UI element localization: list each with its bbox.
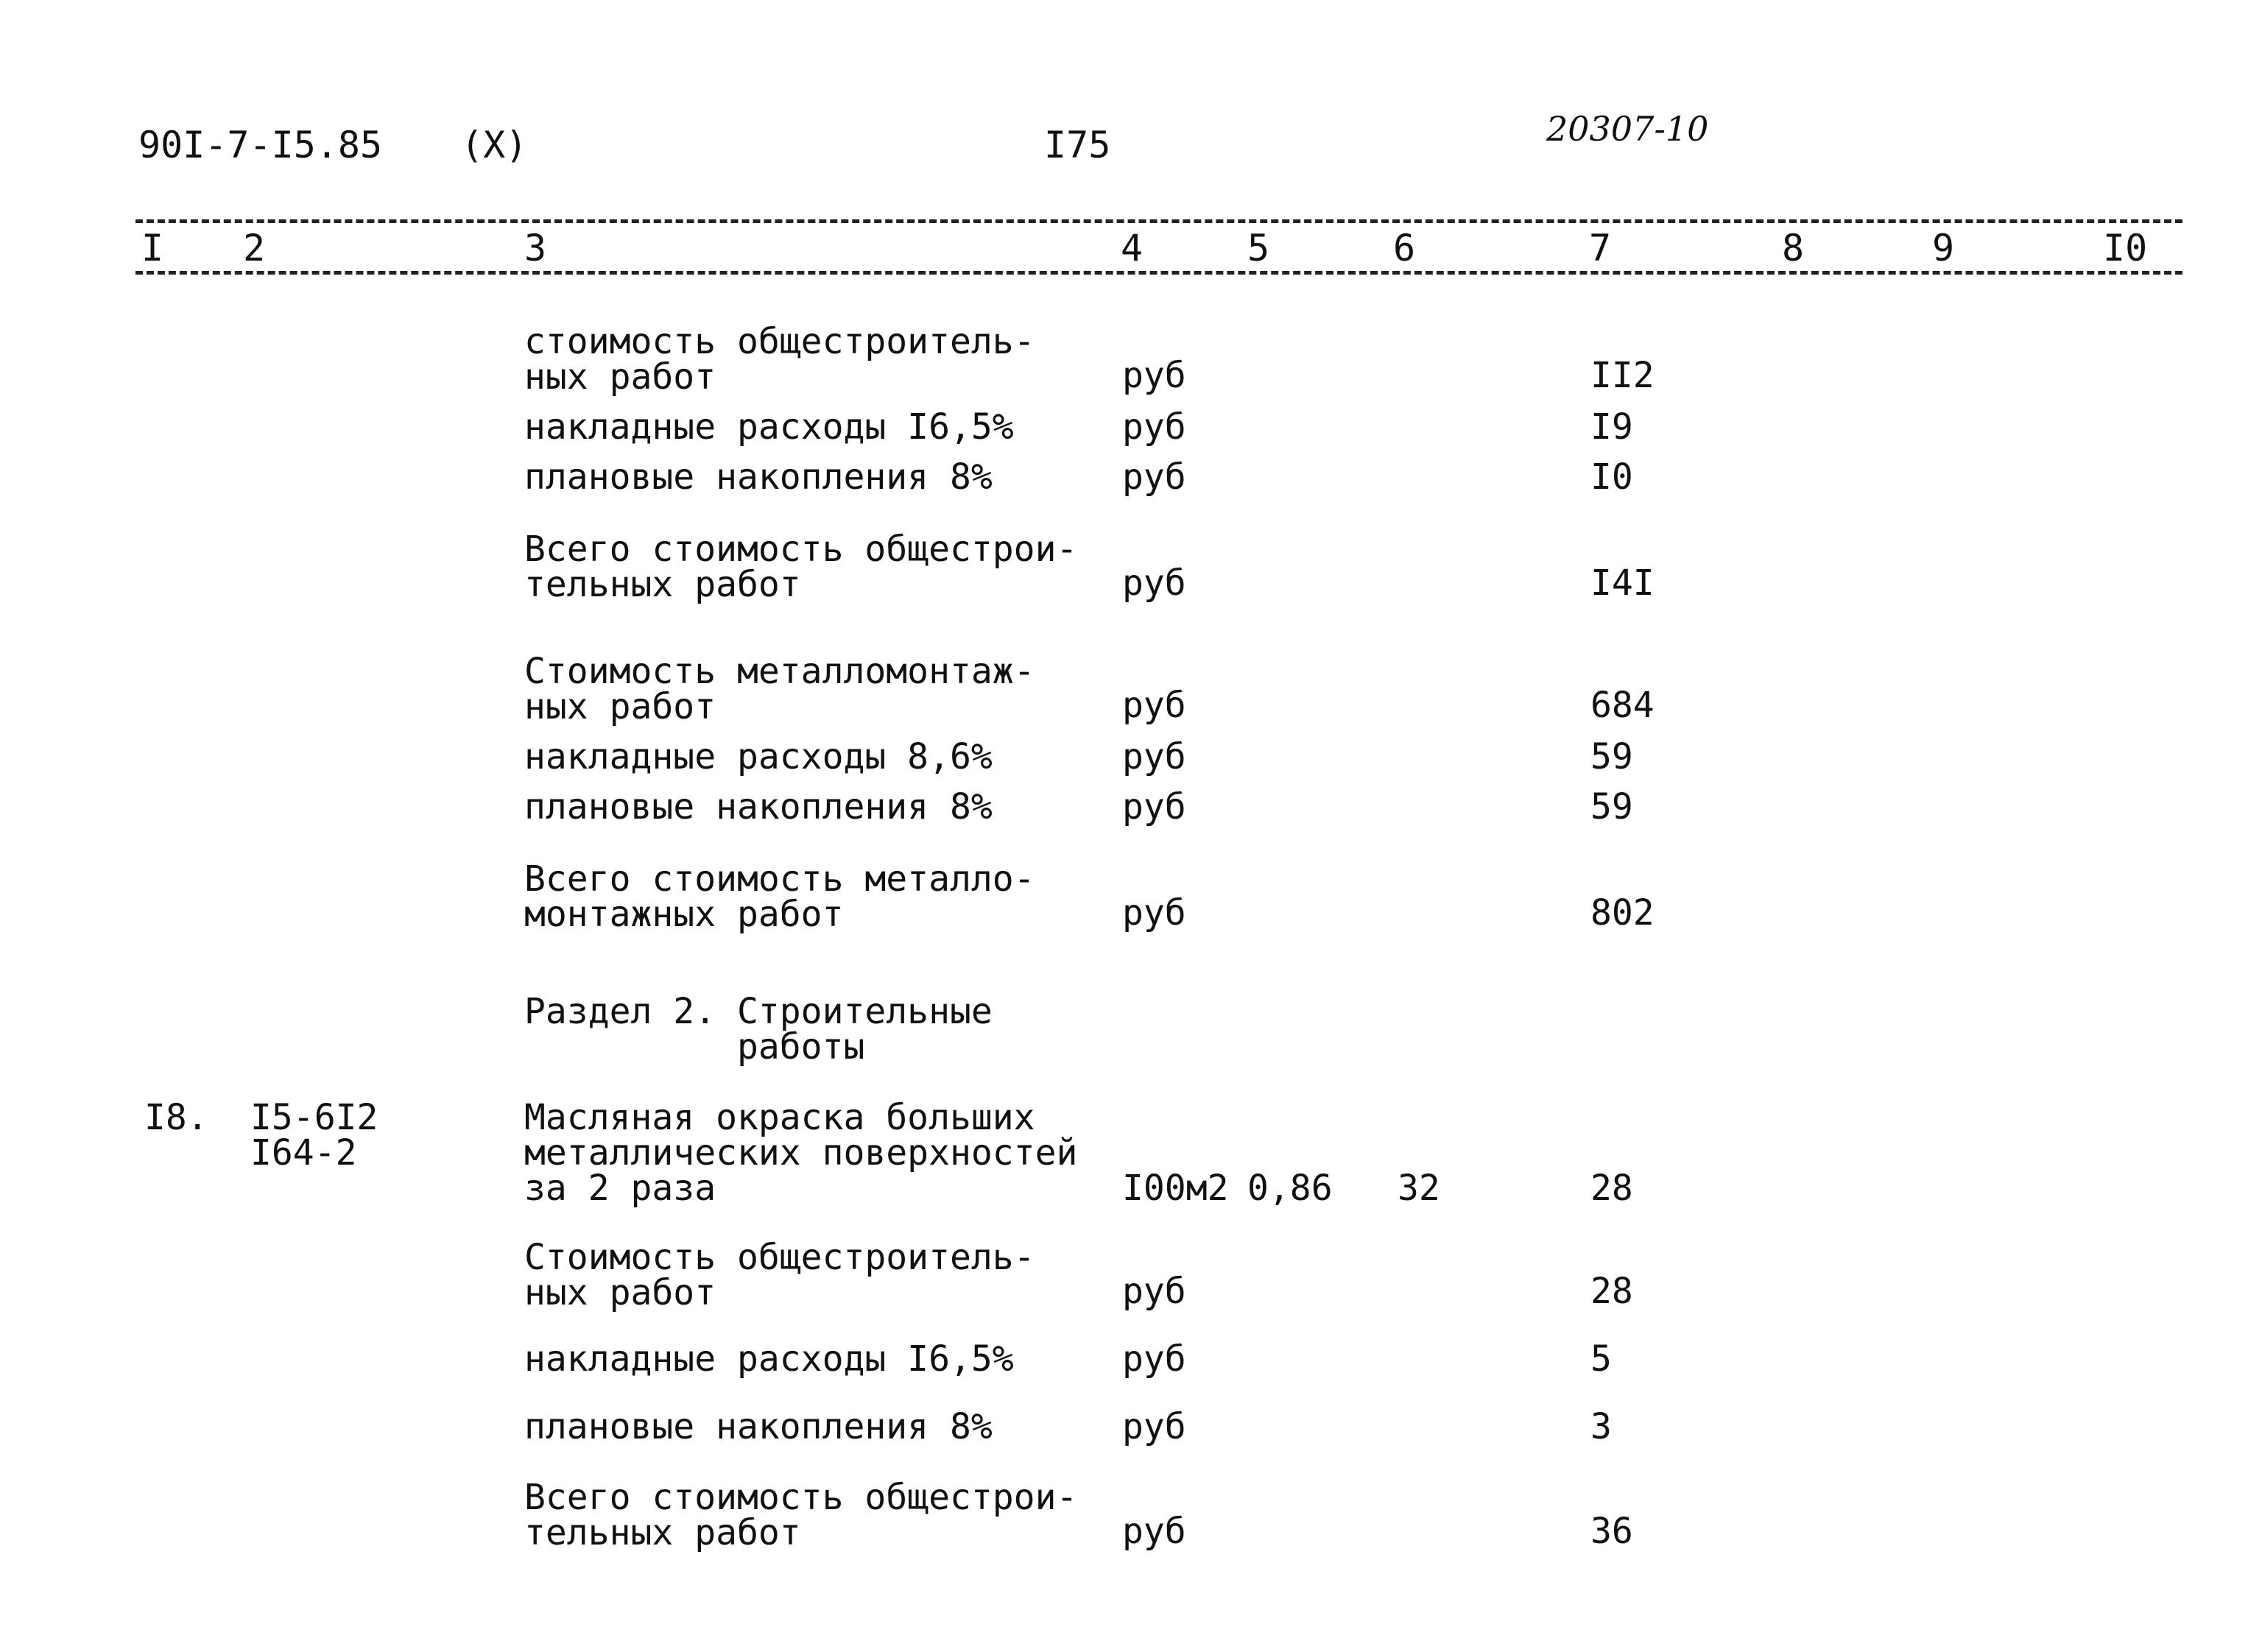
page-number: I75 bbox=[1044, 124, 1111, 166]
row-code: I5-6I2 I64-2 bbox=[250, 1097, 378, 1173]
row-description: накладные расходы I6,5% bbox=[524, 406, 1014, 448]
row-description: Всего стоимость общестрои- тельных работ bbox=[524, 1477, 1078, 1553]
row-unit: руб bbox=[1122, 1511, 1186, 1552]
header-rule-top bbox=[135, 219, 2182, 223]
row-total: II2 bbox=[1590, 355, 1655, 396]
header-rule-bottom bbox=[135, 271, 2182, 275]
row-description: Масляная окраска больших металлических поверхностей за 2 раза bbox=[524, 1097, 1078, 1209]
row-unit: руб bbox=[1122, 456, 1186, 498]
row-total: I9 bbox=[1590, 406, 1633, 448]
column-number-10: I0 bbox=[2103, 227, 2148, 269]
row-quantity: 0,86 bbox=[1247, 1168, 1333, 1209]
row-unit: руб bbox=[1122, 1271, 1186, 1312]
row-total: 28 bbox=[1590, 1271, 1633, 1312]
column-number-1: I bbox=[141, 227, 164, 269]
column-number-3: 3 bbox=[524, 227, 547, 269]
row-unit: руб bbox=[1122, 685, 1186, 726]
row-unit: руб bbox=[1122, 562, 1186, 604]
row-total: 802 bbox=[1590, 892, 1655, 933]
row-total: 36 bbox=[1590, 1511, 1633, 1552]
row-total: I0 bbox=[1590, 456, 1633, 498]
column-number-2: 2 bbox=[243, 227, 266, 269]
column-number-6: 6 bbox=[1393, 227, 1416, 269]
handwritten-number: 20307-10 bbox=[1546, 109, 1709, 149]
column-number-8: 8 bbox=[1782, 227, 1805, 269]
row-description: Стоимость общестроитель- ных работ bbox=[524, 1237, 1035, 1313]
row-unit: руб bbox=[1122, 1338, 1186, 1380]
column-number-9: 9 bbox=[1932, 227, 1955, 269]
row-description: Всего стоимость металло- монтажных работ bbox=[524, 858, 1035, 935]
row-unit: руб bbox=[1122, 355, 1186, 396]
row-total: 5 bbox=[1590, 1338, 1612, 1380]
row-total: I4I bbox=[1590, 562, 1655, 604]
row-unit: руб bbox=[1122, 736, 1186, 777]
row-number: I8. bbox=[144, 1097, 208, 1138]
row-description: стоимость общестроитель- ных работ bbox=[524, 321, 1035, 398]
row-total: 28 bbox=[1590, 1168, 1633, 1209]
row-description: накладные расходы I6,5% bbox=[524, 1338, 1014, 1380]
row-total: 684 bbox=[1590, 685, 1655, 726]
row-description: Стоимость металломонтаж- ных работ bbox=[524, 651, 1035, 727]
row-description: накладные расходы 8,6% bbox=[524, 736, 993, 777]
document-variant: (X) bbox=[461, 124, 528, 166]
row-unit: руб bbox=[1122, 786, 1186, 827]
row-description: плановые накопления 8% bbox=[524, 1406, 993, 1447]
row-unit: I00м2 bbox=[1122, 1168, 1229, 1209]
row-unit: руб bbox=[1122, 406, 1186, 448]
row-description: плановые накопления 8% bbox=[524, 786, 993, 827]
row-unit: руб bbox=[1122, 892, 1186, 933]
column-number-7: 7 bbox=[1589, 227, 1612, 269]
column-number-5: 5 bbox=[1247, 227, 1270, 269]
row-description: Всего стоимость общестрои- тельных работ bbox=[524, 529, 1078, 605]
row-unit-price: 32 bbox=[1398, 1168, 1440, 1209]
document-code: 90I-7-I5.85 bbox=[138, 124, 383, 166]
row-total: 3 bbox=[1590, 1406, 1612, 1447]
column-number-4: 4 bbox=[1121, 227, 1144, 269]
row-total: 59 bbox=[1590, 786, 1633, 827]
row-total: 59 bbox=[1590, 736, 1633, 777]
row-description: плановые накопления 8% bbox=[524, 456, 993, 498]
section-heading: Раздел 2. Строительные работы bbox=[524, 991, 993, 1067]
row-unit: руб bbox=[1122, 1406, 1186, 1447]
